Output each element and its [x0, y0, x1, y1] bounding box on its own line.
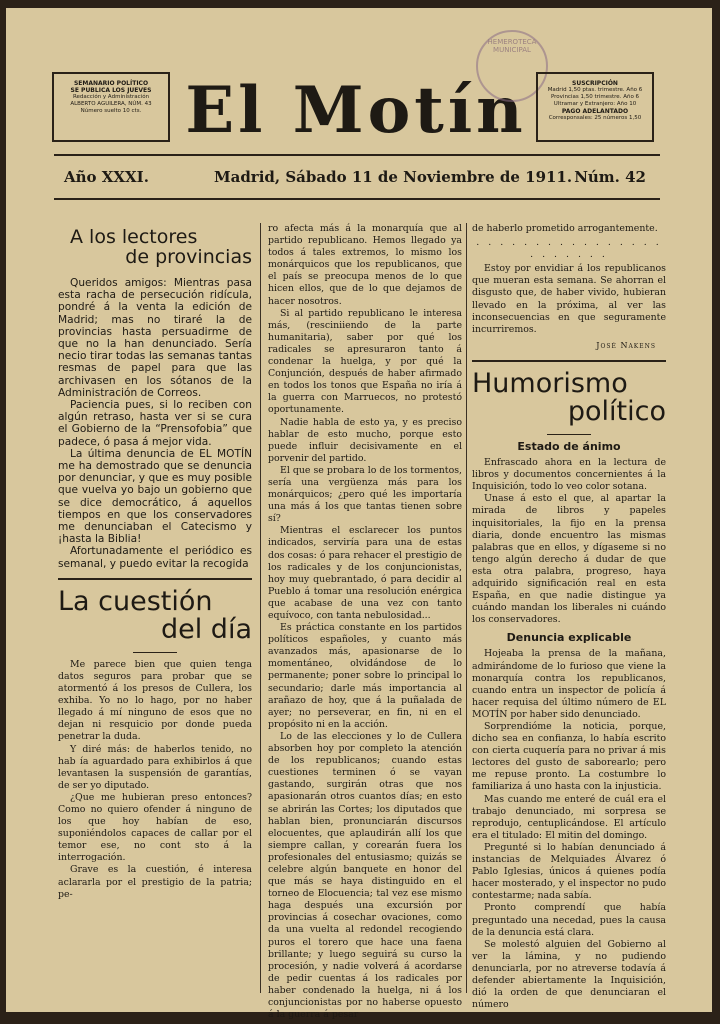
masthead-rule [54, 154, 660, 156]
paragraph: Queridos amigos: Mientras pasa esta racha de persecución ridícula, pondré á la venta la edición de Madrid; mas no tiraré la de provincias hasta persuadirme de que no la han denunciado. Sería necio tirar todas las semanas tantas resmas de papel para que las archivasen en los sótanos de la Administración de Correos. [58, 277, 252, 399]
newspaper-title: El Motín [185, 73, 527, 148]
column-2 [268, 223, 462, 1021]
paragraph: Si al partido republicano le interesa más, (resciniiendo de la parte humanitaria), saber por qué los radicales se apresuraron tanto á condenar la huelga, y por qué la Conjunción, después de haber afirmado en todos los tonos que España no iría á la guerra con Marruecos, no protestó oportunamente. [268, 307, 462, 416]
paragraph: Me parece bien que quien tenga datos seguros para probar que se atormentó á los presos de Cullera, los exhiba. Yo no lo hago, por no haber llegado á mí ninguno de esos que no dejan ni resquicio por donde pueda penetrar la duda. [58, 658, 252, 743]
column-1 [58, 223, 252, 1003]
paragraph: Mientras el esclarecer los puntos indicados, serviría para una de estas dos cosas: ó para rehacer el prestigio de los radicales y de los conjuncionistas, hoy muy quebrantado, ó para decidir al Pueblo á tomar una resolución enérgica que acabase de una vez con tanto equívoco, con tanta nebulosidad... [268, 525, 462, 621]
info-box-line: SE PUBLICA LOS JUEVES [70, 87, 152, 94]
paragraph: Enfrascado ahora en la lectura de libros y documentos concernientes á la Inquisición, todo lo veo color sotana. [472, 457, 666, 493]
paragraph: ¿Que me hubieran preso entonces? Como no quiero ofender á ninguno de los que hoy habían de eso, suponiéndolos capaces de callar por el temor ese, no cont sto á la interrogación. [58, 791, 252, 864]
subscription-box [536, 72, 654, 142]
paragraph: Grave es la cuestión, é interesa aclararla por el prestigio de la patria; pe- [58, 864, 252, 900]
info-box-line: Redacción y Administración [72, 94, 150, 100]
article-title-cuestion: La cuestión del día [58, 585, 252, 645]
column-3 [472, 223, 666, 1011]
paragraph: Afortunadamente el periódico es semanal, y puedo evitar la recogida [58, 545, 252, 570]
paragraph: Es práctica constante en los partidos políticos españoles, y cuanto más avanzados más, apasionarse de lo momentáneo, olvidándose de lo permanente; poner sobre lo principal lo secundario; darle más importancia al arañazo de hoy, que á la puñalada de ayer; no perseverar, en fin, ni en el propósito ni en la acción. [268, 622, 462, 730]
paragraph: Lo de las elecciones y lo de Cullera absorben hoy por completo la atención de los republicanos; cuando estas cuestiones terminen ó se vayan gastando, surgirán otras que nos apasionarán otros cuantos días; en esto se abrirán las Cortes; los diputados que hablan bien, pronunciarán discursos elocuentes, que aplaudirán allí los que siempre callan, y corearán fuera los profesionales del entusiasmo; quizás se celebre algún banquete en honor del que más se haya distinguido en el torneo de Elocuencia; tal vez ese mismo haga después una excursión por provincias á cosechar ovaciones, como da una vuelta al redondel recogiendo puros el torero que hace una faena brillante; y luego seguirá su curso la procesión, y nadie volverá á acordarse de pedir cuentas á los radicales por haber condenado la huelga, ni á los conjuncionistas por no haberse opuesto á la guerra á pesar [268, 730, 462, 1021]
paragraph: Y diré más: de haberlos tenido, no hab ía aguardado para exhibirlos á que levantasen la suspensión de garantías, de ser yo diputado. [58, 743, 252, 791]
paragraph: Mas cuando me enteré de cuál era el trabajo denunciado, mi sorpresa se reprodujo, centuplicándose. El artículo era el titulado: El mitin del domingo. [472, 793, 666, 841]
author-signature: José Nakens [596, 340, 656, 350]
library-stamp: HEMEROTECA MUNICIPAL [476, 30, 548, 102]
info-box-title: SEMANARIO POLÍTICO [73, 80, 149, 87]
subscription-line: Madrid 1,50 ptas. trimestre. Año 6 [547, 87, 643, 93]
issue-date: Madrid, Sábado 11 de Noviembre de 1911. [214, 168, 573, 186]
section-subtitle: Denuncia explicable [506, 631, 632, 645]
info-box-line: Número suelto 10 cts. [80, 108, 142, 114]
issue-number: Núm. 42 [574, 168, 646, 186]
paragraph: ro afecta más á la monarquía que al partido republicano. Hemos llegado ya todos á tales extremos, lo mismo los monárquicos que los republicanos, que el país se preocupa menos de lo que hicen ellos, que de lo que dejamos de hacer nosotros. [268, 223, 462, 307]
issue-year: Año XXXI. [64, 168, 149, 186]
section-subtitle: Estado de ánimo [517, 439, 621, 453]
title-rule [133, 652, 177, 653]
dateline-rule [54, 198, 660, 200]
paragraph: Nadie habla de esto ya, y es preciso hablar de esto mucho, porque esto puede influir decisivamente en el porvenir del partido. [268, 416, 462, 464]
subscription-line: Corresponsales: 25 números 1,50 [548, 115, 642, 121]
paragraph: Unase á esto el que, al apartar la mirada de libros y papeles inquisitoriales, la fijo en la prensa diaria, donde encuentro las mismas palabras que en ellos, y dígaseme si no tengo algún derecho á dudar de que esta otra palabra, progreso, haya adquirido significación real en esta España, en que nadie distingue ya cuándo mandan los liberales ni cuándo los conservadores. [472, 493, 666, 626]
paragraph: Se molestó alguien del Gobierno al ver la lámina, y no pudiendo denunciarla, por no atreverse todavía á defender abiertamente la Inquisición, dió la orden de que denunciaran el número [472, 938, 666, 1011]
dotted-separator: . . . . . . . . . . . . . . . . . . . . . . . [476, 237, 662, 261]
paragraph: Sorprendióme la noticia, porque, dicho sea en confianza, lo había escrito con cierta cuquería para no privar á mis lectores del gusto de saborearlo; pero me repuse pronto. La costumbre lo familiariza á uno hasta con la injusticia. [472, 721, 666, 793]
paragraph: Hojeaba la prensa de la mañana, admirándome de lo furioso que viene la monarquía contra los republicanos, cuando entra un inspector de policía á hacer requisa del último número de EL MOTÍN por haber sido denunciado. [472, 648, 666, 720]
article-separator [472, 360, 666, 362]
paragraph: Pregunté si lo habían denunciado á instancias de Melquiades Álvarez ó Pablo Iglesias, únicos á quienes podía hacer mosterado, y el inspector no pudo contestarme; nada sabía. [472, 841, 666, 902]
subscription-line: PAGO ADELANTADO [561, 108, 629, 115]
article-title-lectores: A los lectores de provincias [70, 226, 252, 268]
paragraph: de haberlo prometido arrogantemente. [472, 223, 658, 234]
paragraph: Paciencia pues, si lo reciben con algún retraso, hasta ver si se cura el Gobierno de la “Prensofobia” que padece, ó pasa á mejor vida. [58, 399, 252, 448]
article-title-humorismo: Humorismo político [472, 367, 666, 427]
dateline [54, 166, 660, 188]
column-divider [260, 223, 261, 993]
subscription-title: SUSCRIPCIÓN [572, 80, 618, 87]
masthead-info-box [52, 72, 170, 142]
paragraph: La última denuncia de EL MOTÍN me ha demostrado que se denuncia por denunciar, y que es muy posible que vuelva yo bajo un gobierno que se dice democrático, á aquellos tiempos en que los conservadores me denunciaban el Catecismo y ¡hasta la Biblia! [58, 447, 252, 546]
subscription-line: Provincias 1,50 trimestre. Año 6 [550, 94, 640, 100]
article-separator [58, 578, 252, 580]
paragraph: Estoy por envidiar á los republicanos que mueran esta semana. Se ahorran el disgusto que, de haber vivido, hubieran llevado en la próxima, al ver las inconsecuencias en que seguramente incurriremos. [472, 263, 666, 335]
title-rule [547, 434, 591, 435]
column-divider [466, 223, 467, 993]
newspaper-page [6, 8, 712, 1021]
paragraph: Pronto comprendí que había preguntado una necedad, pues la causa de la denuncia está clara. [472, 902, 666, 938]
subscription-line: Ultramar y Extranjero: Año 10 [553, 101, 637, 107]
info-box-line: ALBERTO AGUILERA, NÚM. 43 [70, 101, 152, 107]
paragraph: El que se probara lo de los tormentos, sería una vergüenza más para los monárquicos; ¿pero qué les importaría una más á los que tantas tienen sobre sí? [268, 464, 462, 525]
